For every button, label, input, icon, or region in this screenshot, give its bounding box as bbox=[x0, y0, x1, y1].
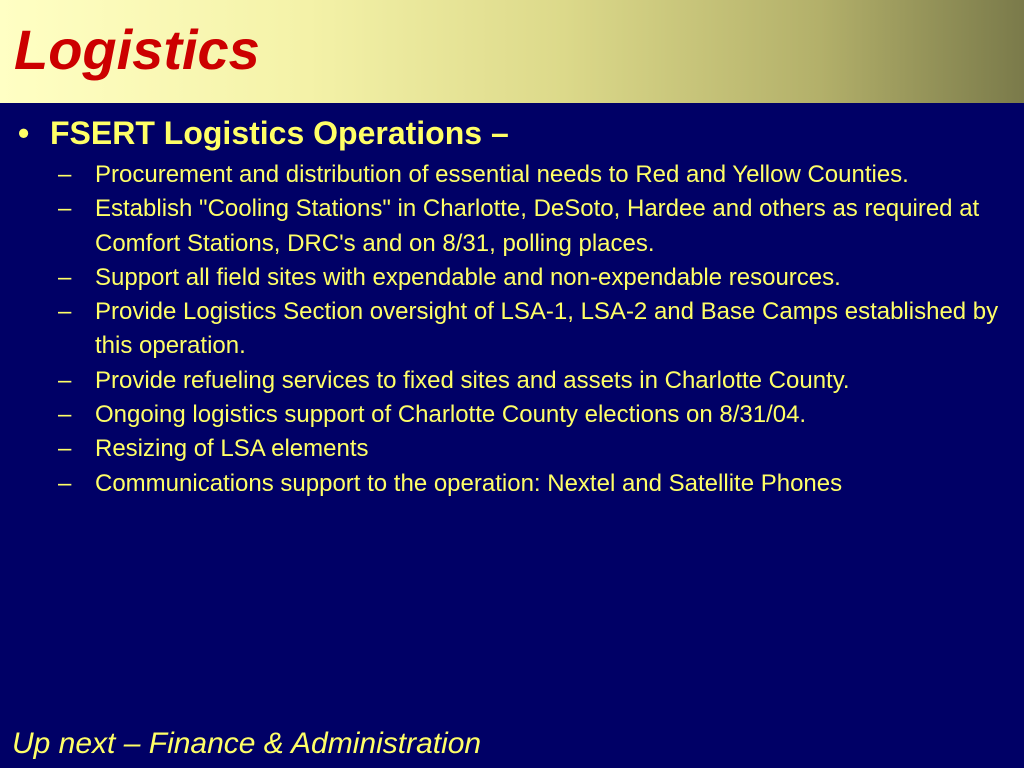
dash-marker: – bbox=[58, 435, 72, 463]
dash-marker: – bbox=[58, 195, 72, 223]
list-item bbox=[58, 192, 1008, 261]
list-item-text: Support all field sites with expendable and non-expendable resources. bbox=[95, 263, 841, 291]
list-item bbox=[58, 398, 1008, 432]
list-item bbox=[58, 467, 1008, 501]
list-item-text: Resizing of LSA elements bbox=[95, 435, 369, 463]
list-item-text: Establish "Cooling Stations" in Charlotte, DeSoto, Hardee and others as required at Comfort Stations, DRC's and on 8/31, polling places. bbox=[95, 195, 980, 257]
sub-bullet-list bbox=[58, 158, 1008, 501]
dash-marker: – bbox=[58, 366, 72, 394]
list-item bbox=[58, 158, 1008, 192]
list-item bbox=[58, 364, 1008, 398]
dash-marker: – bbox=[58, 401, 72, 429]
list-item-text: Communications support to the operation: Nextel and Satellite Phones bbox=[95, 469, 843, 497]
dash-marker: – bbox=[58, 263, 72, 291]
slide-title: Logistics bbox=[14, 18, 260, 81]
list-item bbox=[58, 432, 1008, 466]
list-item bbox=[58, 295, 1008, 364]
list-item-text: Provide Logistics Section oversight of LSA-1, LSA-2 and Base Camps established by this operation. bbox=[95, 298, 999, 360]
list-item-text: Procurement and distribution of essential needs to Red and Yellow Counties. bbox=[95, 161, 909, 188]
list-item bbox=[58, 261, 1008, 295]
slide-content bbox=[0, 103, 1024, 703]
list-item-text: Ongoing logistics support of Charlotte County elections on 8/31/04. bbox=[95, 401, 807, 429]
main-bullet-text: FSERT Logistics Operations – bbox=[50, 115, 509, 151]
bullet-marker: • bbox=[18, 115, 30, 151]
dash-marker: – bbox=[58, 469, 72, 497]
list-item-text: Provide refueling services to fixed sites and assets in Charlotte County. bbox=[95, 366, 850, 394]
dash-marker: – bbox=[58, 161, 72, 188]
title-bar bbox=[0, 0, 1024, 103]
dash-marker: – bbox=[58, 298, 72, 326]
slide-footer: Up next – Finance & Administration bbox=[12, 727, 482, 760]
